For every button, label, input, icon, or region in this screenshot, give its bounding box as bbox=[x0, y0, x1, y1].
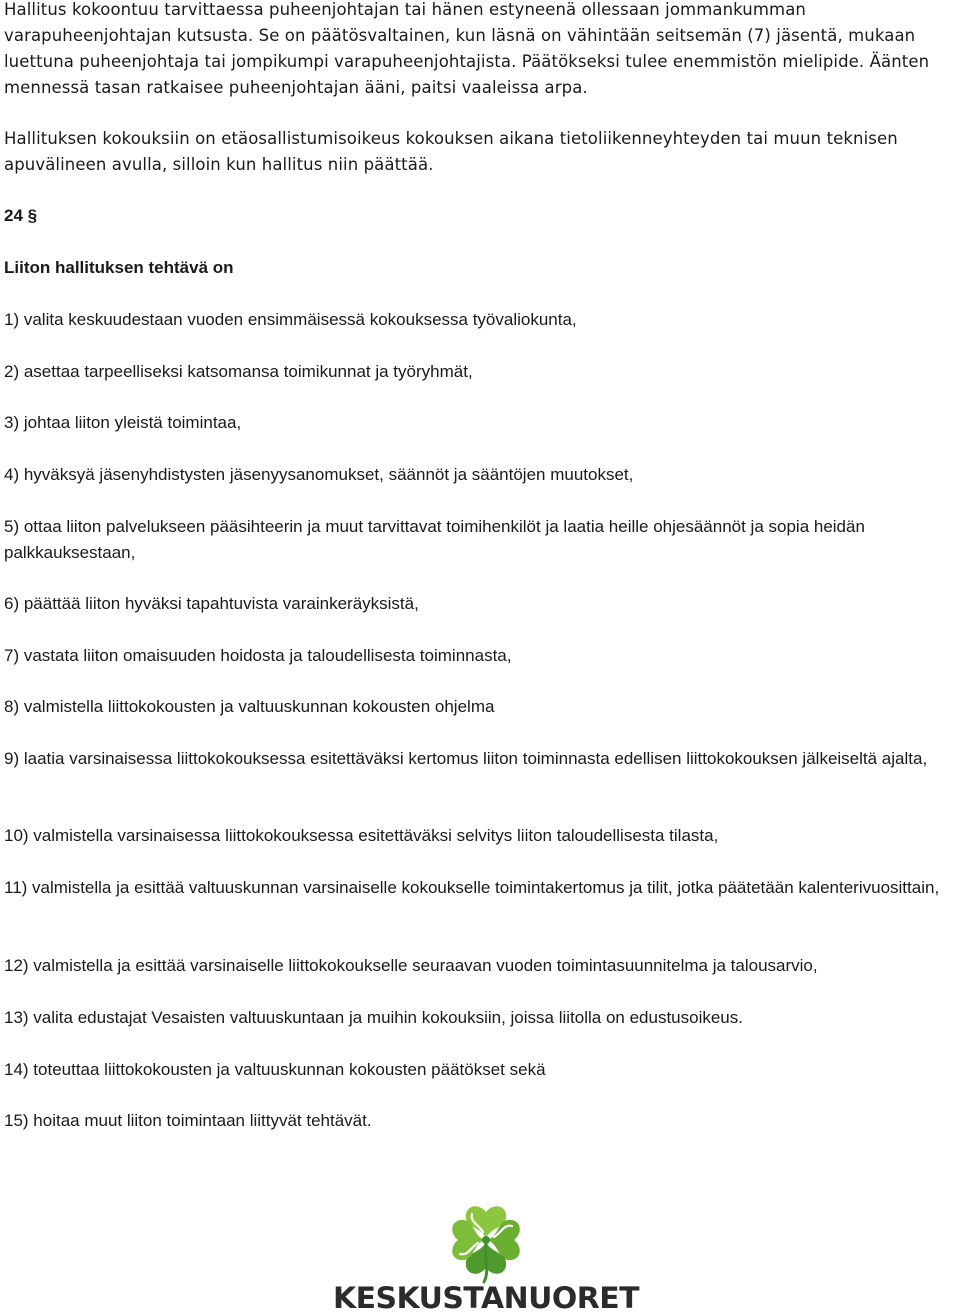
task-item-4: 4) hyväksyä jäsenyhdistysten jäsenyysanomukset, säännöt ja sääntöjen muutokset, bbox=[4, 465, 634, 484]
logo-wordmark: KESKUSTANUORET bbox=[333, 1281, 640, 1312]
task-item-9: 9) laatia varsinaisessa liittokokouksessa esitettäväksi kertomus liiton toiminnasta edellisen liittokokouksen jälkeiseltä ajalta, bbox=[4, 749, 928, 768]
four-leaf-clover-icon bbox=[330, 1200, 642, 1312]
task-item-12: 12) valmistella ja esittää varsinaiselle liittokokoukselle seuraavan vuoden toimintasuunnitelma ja talousarvio, bbox=[4, 956, 818, 975]
intro-paragraph-remote-participation: Hallituksen kokouksiin on etäosallistumisoikeus kokouksen aikana tietoliikenneyhteyden tai muun teknisen apuvälineen avulla, silloin kun hallitus niin päättää. bbox=[4, 129, 898, 174]
task-item-11: 11) valmistella ja esittää valtuuskunnan varsinaiselle kokoukselle toimintakertomus ja tilit, jotka päätetään kalenterivuosittain, bbox=[4, 878, 940, 897]
task-item-14: 14) toteuttaa liittokokousten ja valtuuskunnan kokousten päätökset sekä bbox=[4, 1060, 546, 1079]
task-item-3: 3) johtaa liiton yleistä toimintaa, bbox=[4, 413, 242, 432]
task-item-6: 6) päättää liiton hyväksi tapahtuvista varainkeräyksistä, bbox=[4, 594, 419, 613]
task-item-5: 5) ottaa liiton palvelukseen pääsihteerin ja muut tarvittavat toimihenkilöt ja laatia heille ohjesäännöt ja sopia heidän palkkauksestaan, bbox=[4, 517, 865, 562]
task-item-2: 2) asettaa tarpeelliseksi katsomansa toimikunnat ja työryhmät, bbox=[4, 362, 473, 381]
task-item-13: 13) valita edustajat Vesaisten valtuuskuntaan ja muihin kokouksiin, joissa liitolla on edustusoikeus. bbox=[4, 1008, 743, 1027]
task-item-8: 8) valmistella liittokokousten ja valtuuskunnan kokousten ohjelma bbox=[4, 697, 495, 716]
intro-paragraph-meeting-rules: Hallitus kokoontuu tarvittaessa puheenjohtajan tai hänen estyneenä ollessaan jommankumman varapuheenjohtajan kutsusta. Se on päätösvaltainen, kun läsnä on vähintään seitsemän (7) jäsentä, mukaan luettuna puheenjohtaja tai jompikumpi varapuheenjohtajista. Päätökseksi tulee enemmistön mielipide. Äänten mennessä tasan ratkaisee puheenjohtajan ääni, paitsi vaaleissa arpa. bbox=[4, 0, 930, 97]
keskustanuoret-logo bbox=[330, 1200, 642, 1312]
task-item-10: 10) valmistella varsinaisessa liittokokouksessa esitettäväksi selvitys liiton taloudellisesta tilasta, bbox=[4, 826, 719, 845]
task-item-15: 15) hoitaa muut liiton toimintaan liittyvät tehtävät. bbox=[4, 1111, 372, 1130]
task-item-1: 1) valita keskuudestaan vuoden ensimmäisessä kokouksessa työvaliokunta, bbox=[4, 310, 577, 329]
task-item-7: 7) vastata liiton omaisuuden hoidosta ja taloudellisesta toiminnasta, bbox=[4, 646, 512, 665]
section-heading: Liiton hallituksen tehtävä on bbox=[4, 258, 234, 277]
section-number: 24 § bbox=[4, 206, 38, 225]
